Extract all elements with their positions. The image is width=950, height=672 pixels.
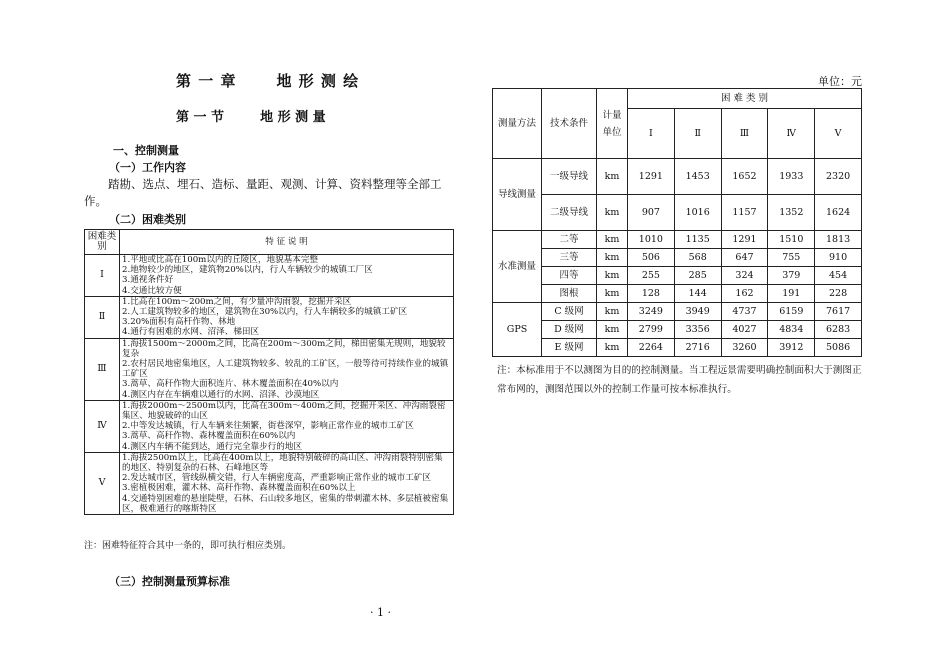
difficulty-class-cell: Ⅳ bbox=[85, 400, 120, 452]
price-row bbox=[493, 303, 862, 321]
page-number: · 1 · bbox=[370, 606, 391, 619]
feature-item: 2.人工建筑物较多的地区，建筑物在30%以内，行人车辆较多的城镇工矿区 bbox=[122, 307, 408, 318]
value-cell: 4027 bbox=[721, 321, 768, 339]
difficulty-row bbox=[85, 452, 454, 514]
section-label: 第 一 节 bbox=[176, 110, 225, 125]
header-class: Ⅱ bbox=[674, 109, 721, 159]
value-cell: 1933 bbox=[768, 159, 815, 195]
header-difficulty: 困 难 类 别 bbox=[628, 89, 862, 109]
header-method: 测量方法 bbox=[493, 89, 542, 159]
tech-cell: D 级网 bbox=[542, 321, 597, 339]
header-class: Ⅰ bbox=[628, 109, 675, 159]
value-cell: 4737 bbox=[721, 303, 768, 321]
feature-item: 1.比高在100m～200m之间，有少量冲沟雨裂，挖掘开采区 bbox=[122, 296, 352, 307]
unit-label: 单位：元 bbox=[818, 75, 862, 88]
value-cell: 1453 bbox=[674, 159, 721, 195]
feature-item: 4.测区内车辆不能到达，通行完全靠步行的地区 bbox=[122, 441, 303, 452]
value-cell: 2716 bbox=[674, 339, 721, 357]
tech-cell: 三等 bbox=[542, 249, 597, 267]
price-row bbox=[493, 321, 862, 339]
heading-control-survey: 一、控制测量 bbox=[113, 144, 179, 157]
tech-cell: 图根 bbox=[542, 285, 597, 303]
feature-item: 3.20%面积有高杆作物、林地 bbox=[122, 317, 236, 328]
feature-item: 2.地物较少的地区，建筑物20%以内，行人车辆较少的城镇工厂区 bbox=[122, 265, 373, 276]
chapter-label: 第 一 章 bbox=[176, 72, 237, 90]
difficulty-class-cell: Ⅲ bbox=[85, 338, 120, 400]
feature-item: 4.交通比较方便 bbox=[122, 285, 182, 296]
value-cell: 3949 bbox=[674, 303, 721, 321]
tech-cell: C 级网 bbox=[542, 303, 597, 321]
value-cell: 647 bbox=[721, 249, 768, 267]
work-content-text: 踏勘、选点、埋石、造标、量距、观测、计算、资料整理等全部工作。 bbox=[84, 177, 442, 208]
value-cell: 2264 bbox=[628, 339, 675, 357]
value-cell: 191 bbox=[768, 285, 815, 303]
difficulty-row bbox=[85, 338, 454, 400]
price-note: 注：本标准用于不以测图为目的的控制测量。当工程远景需要明确控制面积大于测图正常布网的，测图范围以外的控制工作量可按本标准执行。 bbox=[497, 365, 862, 395]
difficulty-row bbox=[85, 255, 454, 297]
unit-cell: km bbox=[597, 285, 628, 303]
value-cell: 1813 bbox=[815, 231, 862, 249]
difficulty-class-cell: Ⅴ bbox=[85, 452, 120, 514]
value-cell: 1352 bbox=[768, 195, 815, 231]
tech-cell: 四等 bbox=[542, 267, 597, 285]
tech-cell: E 级网 bbox=[542, 339, 597, 357]
section-title bbox=[176, 106, 326, 125]
feature-item: 3.通视条件好 bbox=[122, 275, 174, 286]
price-row bbox=[493, 285, 862, 303]
feature-item: 4.通行有困难的水网、沼泽、梯田区 bbox=[122, 327, 260, 338]
value-cell: 144 bbox=[674, 285, 721, 303]
unit-cell: km bbox=[597, 321, 628, 339]
unit-cell: km bbox=[597, 267, 628, 285]
price-row bbox=[493, 267, 862, 285]
value-cell: 907 bbox=[628, 195, 675, 231]
unit-cell: km bbox=[597, 159, 628, 195]
price-row bbox=[493, 195, 862, 231]
price-row bbox=[493, 231, 862, 249]
value-cell: 379 bbox=[768, 267, 815, 285]
value-cell: 3356 bbox=[674, 321, 721, 339]
value-cell: 3249 bbox=[628, 303, 675, 321]
value-cell: 128 bbox=[628, 285, 675, 303]
chapter-name: 地 形 测 绘 bbox=[276, 72, 360, 90]
difficulty-feature-cell bbox=[120, 296, 454, 338]
difficulty-feature-cell bbox=[120, 255, 454, 297]
value-cell: 910 bbox=[815, 249, 862, 267]
difficulty-feature-cell bbox=[120, 338, 454, 400]
value-cell: 5086 bbox=[815, 339, 862, 357]
feature-item: 1.海拔1500m～2000m之间，比高在200m～300m之间，梯田密集无规则，地貌较复杂 bbox=[122, 338, 446, 359]
feature-item: 4.交通特别困难的悬崖陡壁，石林、石山较多地区，密集的带刺灌木林、多层植被密集区，极难通行的喀斯特区 bbox=[122, 493, 449, 514]
feature-item: 1.海拔2000m～2500m以内，比高在300m～400m之间，挖掘开采区、冲沟雨裂密集区、地貌破碎的山区 bbox=[122, 400, 446, 422]
price-row bbox=[493, 339, 862, 357]
difficulty-row bbox=[85, 296, 454, 338]
header-class: Ⅴ bbox=[815, 109, 862, 159]
value-cell: 324 bbox=[721, 267, 768, 285]
heading-difficulty-class: （二）困难类别 bbox=[109, 213, 186, 226]
tech-cell: 一级导线 bbox=[542, 159, 597, 195]
value-cell: 506 bbox=[628, 249, 675, 267]
feature-item: 1.海拔2500m以上，比高在400m以上，地貌特别破碎的高山区、冲沟雨裂特别密集的地区、特别复杂的石林、石峰地区等 bbox=[122, 452, 443, 474]
value-cell: 454 bbox=[815, 267, 862, 285]
section-name: 地 形 测 量 bbox=[260, 110, 326, 125]
difficulty-feature-cell bbox=[120, 452, 454, 514]
difficulty-note: 注：困难特征符合其中一条的，即可执行相应类别。 bbox=[84, 541, 292, 551]
value-cell: 1510 bbox=[768, 231, 815, 249]
value-cell: 6283 bbox=[815, 321, 862, 339]
price-row bbox=[493, 249, 862, 267]
value-cell: 3912 bbox=[768, 339, 815, 357]
method-cell: GPS bbox=[493, 303, 542, 357]
price-row bbox=[493, 159, 862, 195]
unit-cell: km bbox=[597, 195, 628, 231]
feature-item: 2.发达城市区，管线纵横交错，行人车辆密度高，严重影响正常作业的城市工矿区 bbox=[122, 473, 431, 484]
feature-item: 3.密植极困难，灌木林、高秆作物、森林覆盖面积在60%以上 bbox=[122, 483, 356, 494]
feature-item: 3.蒿草、高秆作物大面积连片、林木覆盖面积在40%以内 bbox=[122, 379, 339, 390]
value-cell: 1291 bbox=[628, 159, 675, 195]
header-class: Ⅳ bbox=[768, 109, 815, 159]
difficulty-header-class: 困难类别 bbox=[85, 230, 120, 255]
header-class: Ⅲ bbox=[721, 109, 768, 159]
method-cell: 导线测量 bbox=[493, 159, 542, 231]
value-cell: 755 bbox=[768, 249, 815, 267]
feature-item: 2.农村居民地密集地区，人工建筑物较多、较乱的工矿区，一般等待可持续作业的城镇工矿区 bbox=[122, 359, 449, 380]
difficulty-header-feature: 特 征 说 明 bbox=[120, 230, 454, 255]
value-cell: 1157 bbox=[721, 195, 768, 231]
value-cell: 1652 bbox=[721, 159, 768, 195]
price-table bbox=[492, 88, 862, 357]
header-tech: 技术条件 bbox=[542, 89, 597, 159]
feature-item: 3.蒿草、高秆作物、森林覆盖面积在60%以内 bbox=[122, 431, 296, 442]
feature-item: 4.测区内存在车辆难以通行的水网、沼泽、沙漠地区 bbox=[122, 389, 320, 400]
value-cell: 1291 bbox=[721, 231, 768, 249]
difficulty-row bbox=[85, 400, 454, 452]
unit-cell: km bbox=[597, 249, 628, 267]
difficulty-feature-cell bbox=[120, 400, 454, 452]
unit-cell: km bbox=[597, 303, 628, 321]
value-cell: 1624 bbox=[815, 195, 862, 231]
value-cell: 255 bbox=[628, 267, 675, 285]
feature-item: 1.平地或比高在100m以内的丘陵区，地貌基本完整 bbox=[122, 255, 319, 265]
value-cell: 6159 bbox=[768, 303, 815, 321]
value-cell: 1010 bbox=[628, 231, 675, 249]
value-cell: 228 bbox=[815, 285, 862, 303]
chapter-title bbox=[176, 70, 359, 91]
difficulty-class-cell: Ⅰ bbox=[85, 255, 120, 297]
value-cell: 4834 bbox=[768, 321, 815, 339]
method-cell: 水准测量 bbox=[493, 231, 542, 303]
value-cell: 2320 bbox=[815, 159, 862, 195]
header-unit: 计量单位 bbox=[597, 89, 628, 159]
value-cell: 285 bbox=[674, 267, 721, 285]
value-cell: 568 bbox=[674, 249, 721, 267]
unit-cell: km bbox=[597, 339, 628, 357]
difficulty-table bbox=[84, 229, 454, 515]
value-cell: 3260 bbox=[721, 339, 768, 357]
value-cell: 7617 bbox=[815, 303, 862, 321]
value-cell: 162 bbox=[721, 285, 768, 303]
unit-cell: km bbox=[597, 231, 628, 249]
tech-cell: 二级导线 bbox=[542, 195, 597, 231]
tech-cell: 二等 bbox=[542, 231, 597, 249]
heading-budget-standard: （三）控制测量预算标准 bbox=[109, 575, 230, 588]
heading-work-content: （一）工作内容 bbox=[109, 161, 186, 174]
value-cell: 1135 bbox=[674, 231, 721, 249]
value-cell: 2799 bbox=[628, 321, 675, 339]
feature-item: 2.中等发达城镇，行人车辆来往频繁，街巷深窄，影响正常作业的城市工矿区 bbox=[122, 421, 414, 432]
difficulty-class-cell: Ⅱ bbox=[85, 296, 120, 338]
value-cell: 1016 bbox=[674, 195, 721, 231]
